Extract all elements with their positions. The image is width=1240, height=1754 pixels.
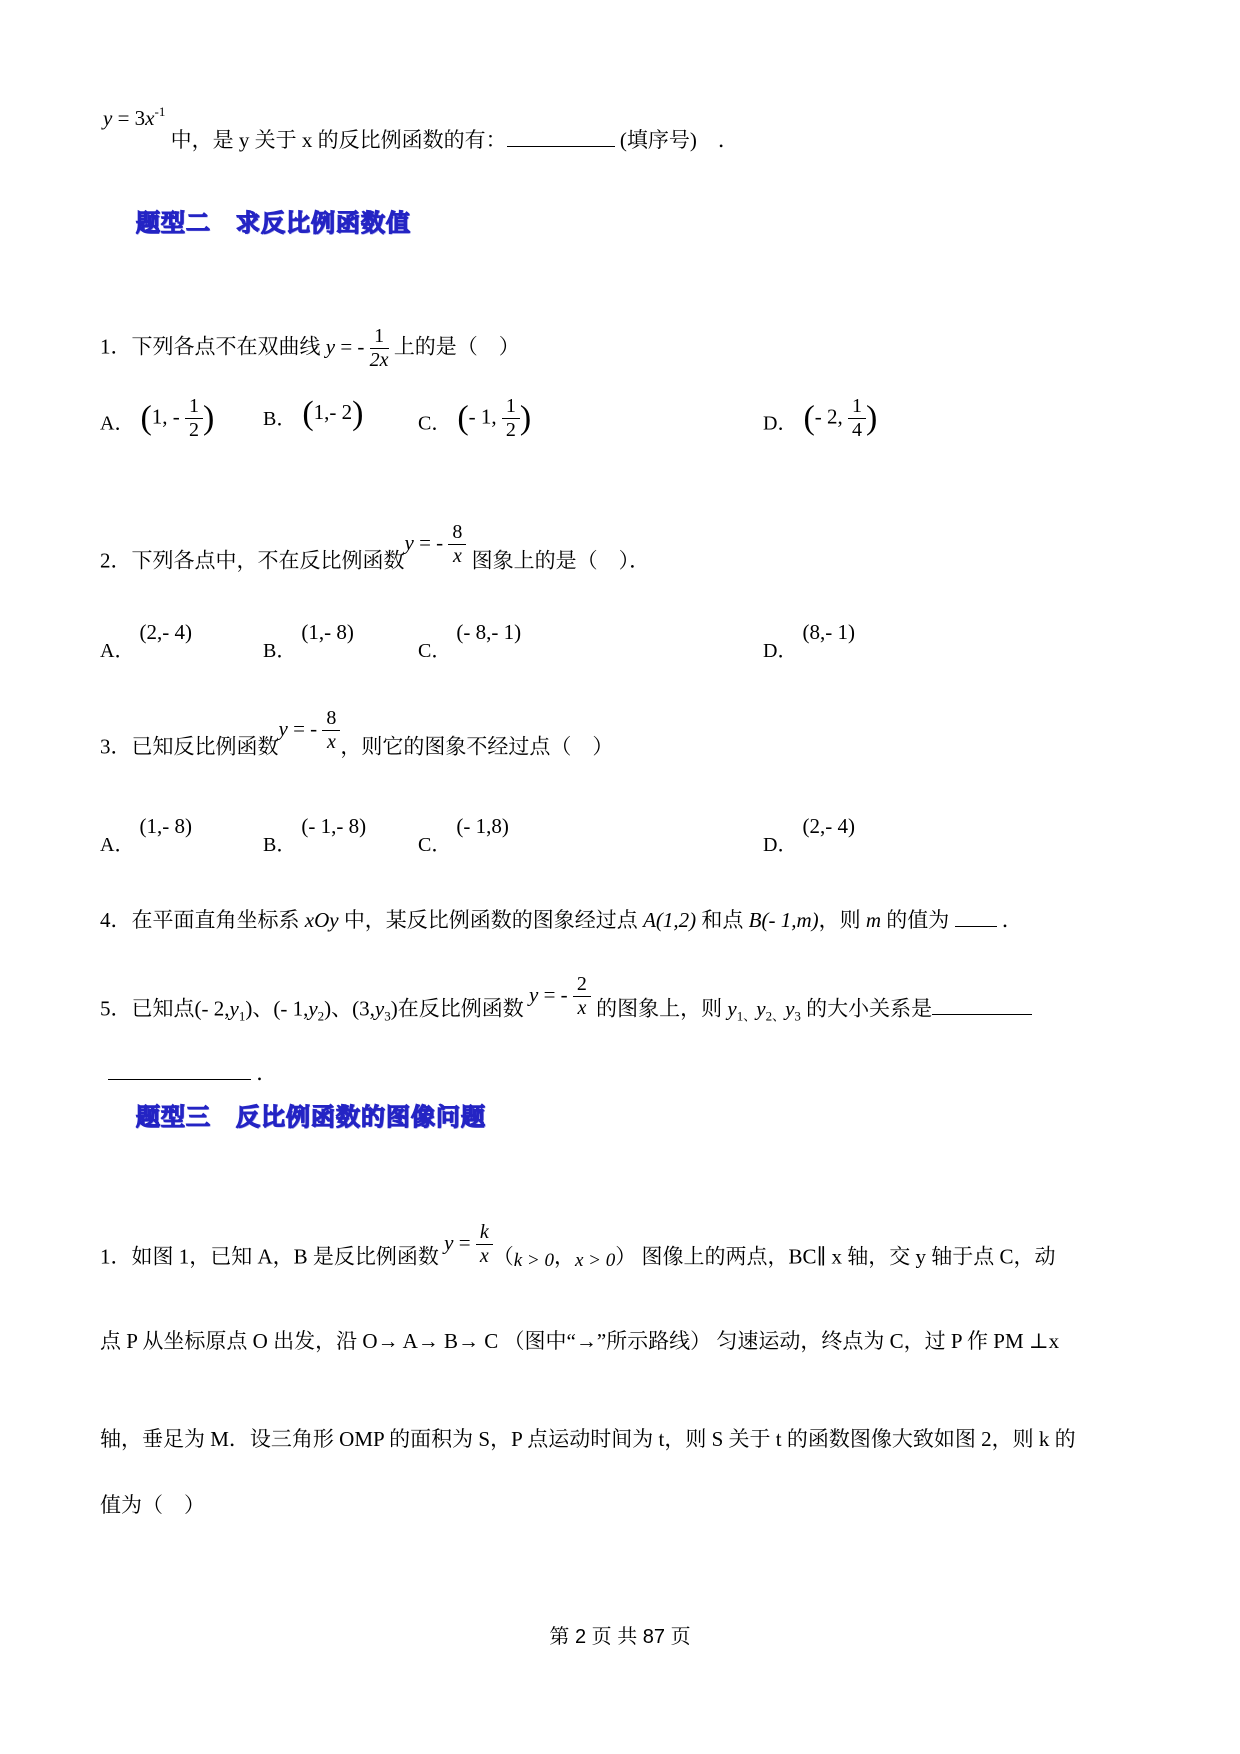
stem-text: ，则 bbox=[818, 908, 866, 932]
option-label: C． bbox=[418, 834, 452, 856]
point-1: (- 2, bbox=[194, 996, 230, 1021]
math-var-y2: y bbox=[756, 996, 766, 1021]
question-3-options bbox=[0, 814, 1240, 890]
math-var-y: y bbox=[229, 996, 239, 1021]
fraction-denominator: 2 bbox=[189, 419, 200, 441]
s3-question-1-line-2: 点 P 从坐标原点 O 出发，沿 O→ A→ B→ C （图中“→”所示路线） 匀速运动，终点为 C，过 P 作 PM ⊥x bbox=[100, 1329, 1060, 1353]
math-var-y: y bbox=[308, 996, 318, 1021]
formula-y-neg8-over-x bbox=[405, 522, 467, 567]
question-2-options bbox=[0, 620, 1240, 696]
left-paren: ( bbox=[803, 399, 815, 437]
separator: 、 bbox=[252, 996, 274, 1021]
math-var-y3: y bbox=[785, 996, 795, 1021]
point-A: A(1,2) bbox=[643, 908, 697, 932]
stem-text: 上的是（ ） bbox=[388, 334, 520, 359]
formula-y-3x-inverse bbox=[103, 102, 165, 135]
subscript: 2、 bbox=[765, 1008, 786, 1024]
option-label: B． bbox=[263, 408, 297, 430]
option-value: (- 1,8) bbox=[456, 814, 509, 838]
formula-y-k-over-x bbox=[444, 1222, 493, 1267]
fraction bbox=[573, 974, 591, 1019]
stem-text: 4．在平面直角坐标系 bbox=[100, 908, 305, 932]
subscript: 3 bbox=[384, 1008, 391, 1024]
option-A bbox=[100, 620, 192, 663]
option-A bbox=[100, 395, 215, 447]
math-equals: = - bbox=[413, 530, 449, 555]
fraction-denominator: 2 bbox=[505, 419, 516, 441]
subscript: 1、 bbox=[736, 1008, 757, 1024]
option-A bbox=[100, 814, 192, 857]
s3-question-1-line-3: 轴，垂足为 M．设三角形 OMP 的面积为 S，P 点运动时间为 t，则 S 关于 t 的函数图像大致如图 2，则 k 的 bbox=[100, 1427, 1076, 1451]
option-value bbox=[302, 397, 363, 431]
fraction bbox=[848, 396, 866, 441]
option-value bbox=[140, 396, 214, 441]
stem-text: 在反比例函数 bbox=[397, 996, 529, 1021]
option-value: (2,- 4) bbox=[802, 814, 855, 838]
option-label: D． bbox=[763, 834, 798, 856]
fill-blank-line bbox=[103, 104, 739, 157]
option-B bbox=[263, 395, 364, 437]
question-3-stem bbox=[100, 707, 614, 771]
fraction bbox=[502, 396, 520, 441]
subscript: 1 bbox=[238, 1008, 246, 1024]
question-4 bbox=[100, 905, 1023, 937]
math-var-xOy: xOy bbox=[304, 908, 339, 932]
period: ． bbox=[1001, 908, 1023, 932]
formula-y-neg2-over-x bbox=[529, 974, 591, 1019]
stem-text: 的图象上，则 bbox=[590, 996, 728, 1021]
stem-text: 的大小关系是 bbox=[800, 996, 933, 1021]
option-value: (- 8,- 1) bbox=[456, 620, 522, 644]
option-label: A． bbox=[100, 640, 135, 662]
option-C bbox=[418, 395, 532, 447]
option-B bbox=[263, 814, 367, 857]
fraction-denominator: x bbox=[577, 997, 587, 1019]
stem-text: 的值为 bbox=[881, 908, 955, 932]
stem-text: 1．如图 1，已知 A，B 是反比例函数 bbox=[100, 1244, 445, 1269]
stem-note: (填序号) ． bbox=[619, 128, 739, 152]
period: ． bbox=[256, 1061, 278, 1085]
fraction bbox=[476, 1222, 493, 1267]
coordinate-text: 1, - bbox=[151, 404, 186, 429]
s3-question-1-line-4: 值为（ ） bbox=[100, 1493, 205, 1517]
subscript: 2 bbox=[317, 1008, 325, 1024]
s3-question-1-line-1 bbox=[100, 1221, 1056, 1281]
math-var-y: y bbox=[528, 982, 539, 1007]
option-D bbox=[763, 620, 855, 663]
point-B: B(- 1,m) bbox=[748, 908, 819, 932]
fraction-denominator: 4 bbox=[852, 419, 863, 441]
answer-blank bbox=[932, 999, 1032, 1015]
option-value: (1,- 8) bbox=[301, 620, 354, 644]
fraction-denominator: x bbox=[479, 1245, 489, 1267]
fraction-numerator: 8 bbox=[448, 522, 466, 545]
fraction bbox=[370, 326, 389, 371]
option-label: B． bbox=[263, 834, 297, 856]
fraction-numerator: 1 bbox=[848, 396, 866, 419]
stem-text: 和点 bbox=[696, 908, 749, 932]
point-1-close: ) bbox=[245, 996, 253, 1021]
coordinate-text: - 2, bbox=[814, 404, 849, 429]
comma: ， bbox=[554, 1244, 575, 1269]
right-paren: ) bbox=[866, 399, 878, 437]
point-3-close: ) bbox=[390, 996, 398, 1021]
stem-text: 中，某反比例函数的图象经过点 bbox=[338, 908, 644, 932]
stem-text: 5．已知点 bbox=[100, 996, 195, 1021]
stem-text: ，则它的图象不经过点（ ） bbox=[340, 734, 614, 759]
option-D bbox=[763, 395, 878, 447]
option-B bbox=[263, 620, 354, 663]
math-var-y1: y bbox=[727, 996, 737, 1021]
right-paren: ) bbox=[203, 399, 215, 437]
stem-text: 中，是 y 关于 x 的反比例函数的有： bbox=[170, 128, 507, 152]
fraction-denominator: x bbox=[452, 545, 462, 567]
fraction-numerator: 1 bbox=[502, 396, 520, 419]
math-var-m: m bbox=[865, 908, 882, 932]
question-2-stem bbox=[100, 521, 651, 585]
math-equals: = - bbox=[287, 716, 323, 741]
section-title-3: 题型三 反比例函数的图像问题 bbox=[136, 1105, 486, 1131]
math-var-y: y bbox=[103, 106, 113, 130]
right-paren: ) bbox=[519, 399, 532, 437]
fraction bbox=[448, 522, 466, 567]
option-label: A． bbox=[100, 834, 135, 856]
fraction-numerator: 8 bbox=[322, 708, 340, 731]
math-equals: = - bbox=[538, 982, 573, 1007]
condition-k: k > 0 bbox=[513, 1250, 554, 1272]
answer-blank bbox=[108, 1064, 251, 1080]
formula-y-neg8-over-x bbox=[279, 708, 341, 753]
left-paren: ( bbox=[140, 399, 152, 437]
answer-blank bbox=[507, 131, 615, 147]
option-label: D． bbox=[763, 640, 798, 662]
math-var-y: y bbox=[374, 996, 385, 1021]
option-value: (1,- 8) bbox=[139, 814, 192, 838]
separator: 、 bbox=[331, 996, 353, 1021]
option-value: (8,- 1) bbox=[802, 620, 855, 644]
option-D bbox=[763, 814, 855, 857]
stem-text: 图像上的两点，BC∥ x 轴，交 y 轴于点 C，动 bbox=[636, 1244, 1056, 1269]
math-equals: = - bbox=[335, 334, 370, 359]
fraction-denominator: 2x bbox=[369, 349, 389, 371]
stem-text: 1．下列各点不在双曲线 bbox=[100, 334, 326, 359]
option-value bbox=[457, 396, 531, 441]
stem-text: 图象上的是（ ）． bbox=[466, 548, 651, 573]
option-value: (2,- 4) bbox=[139, 620, 192, 644]
math-var-y: y bbox=[278, 716, 288, 741]
math-var-y: y bbox=[444, 1230, 454, 1255]
coordinate-text: - 1, bbox=[468, 404, 502, 429]
fraction-numerator: k bbox=[476, 1222, 493, 1245]
option-value: (- 1,- 8) bbox=[301, 814, 367, 838]
answer-blank bbox=[955, 911, 997, 927]
math-var-x: x bbox=[145, 106, 155, 130]
condition-x: x > 0 bbox=[575, 1250, 616, 1272]
continuation-blank-line bbox=[108, 1058, 277, 1090]
math-exponent: -1 bbox=[154, 104, 166, 119]
subscript: 3 bbox=[794, 1008, 801, 1024]
fraction-numerator: 2 bbox=[573, 974, 591, 997]
question-1-stem bbox=[100, 326, 520, 371]
option-C bbox=[418, 620, 522, 663]
point-2-close: ) bbox=[324, 996, 332, 1021]
paren-open: （ bbox=[492, 1244, 514, 1269]
math-var-y: y bbox=[325, 334, 336, 359]
option-label: D． bbox=[763, 412, 798, 435]
math-equals: = bbox=[453, 1230, 476, 1255]
option-label: A． bbox=[100, 412, 135, 435]
option-label: C． bbox=[418, 412, 452, 435]
question-1-options bbox=[0, 395, 1240, 464]
stem-text: 3．已知反比例函数 bbox=[100, 734, 279, 759]
math-equals: = 3 bbox=[112, 106, 146, 130]
option-label: B． bbox=[263, 640, 297, 662]
left-paren: ( bbox=[302, 395, 314, 433]
option-value bbox=[803, 396, 877, 441]
paren-close: ） bbox=[615, 1244, 637, 1269]
question-5 bbox=[100, 973, 1032, 1033]
left-paren: ( bbox=[457, 399, 469, 437]
coordinate-text: 1,- 2 bbox=[313, 400, 353, 424]
point-3: (3, bbox=[352, 996, 375, 1021]
point-2: (- 1, bbox=[273, 996, 309, 1021]
right-paren: ) bbox=[352, 395, 364, 433]
option-C bbox=[418, 814, 509, 857]
stem-text: 2．下列各点中，不在反比例函数 bbox=[100, 548, 405, 573]
math-var-y: y bbox=[404, 530, 414, 555]
page-footer: 第 2 页 共 87 页 bbox=[549, 1626, 691, 1648]
fraction bbox=[185, 396, 203, 441]
option-label: C． bbox=[418, 640, 452, 662]
fraction-numerator: 1 bbox=[370, 326, 389, 349]
fraction-denominator: x bbox=[326, 731, 336, 753]
fraction bbox=[322, 708, 340, 753]
section-title-2: 题型二 求反比例函数值 bbox=[136, 211, 411, 237]
fraction-numerator: 1 bbox=[185, 396, 203, 419]
